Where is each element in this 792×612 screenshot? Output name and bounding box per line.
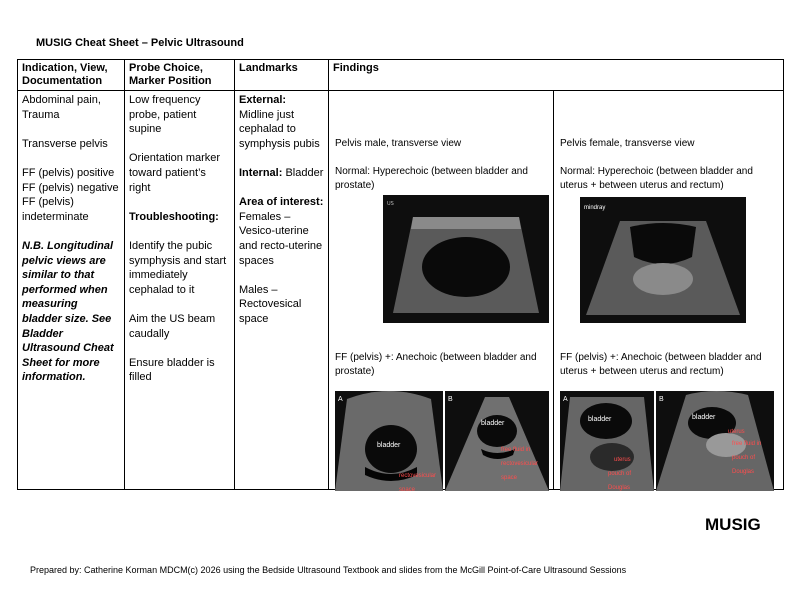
indication-text: Abdominal pain, Trauma — [22, 94, 101, 121]
male-image-b-bladder-label: bladder — [481, 420, 505, 427]
male-positive-image-a — [335, 391, 443, 491]
documentation-negative: FF (pelvis) negative — [22, 181, 119, 194]
female-image-a-bladder-label: bladder — [588, 416, 612, 423]
male-positive-text: FF (pelvis) +: Anechoic (between bladder and prostate) — [335, 352, 537, 377]
female-image-a-pouch-label: pouch of Douglas — [608, 471, 632, 491]
female-image-b-fluid-label: free fluid in pouch of Douglas — [732, 441, 762, 475]
females-text: Females – Vesico-uterine and recto-uterine spaces — [239, 210, 323, 267]
header-row — [18, 60, 784, 91]
cheat-sheet-table — [17, 59, 784, 490]
male-image-a-space-label: rectovesicular space — [399, 473, 437, 491]
findings-cell — [329, 91, 784, 490]
indication-cell — [18, 91, 125, 490]
header-landmarks: Landmarks — [235, 60, 329, 91]
landmarks-cell — [235, 91, 329, 490]
probe-cell — [125, 91, 235, 490]
female-positive-image-a — [560, 391, 654, 491]
svg-text:US: US — [387, 201, 394, 207]
documentation-positive: FF (pelvis) positive — [22, 166, 115, 179]
male-heading: Pelvis male, transverse view — [335, 138, 462, 149]
female-image-a-label: A — [563, 396, 568, 403]
area-of-interest-heading: Area of interest: — [239, 196, 324, 209]
findings-male — [329, 91, 554, 489]
musig-logo: MUSIG — [705, 515, 761, 534]
orientation-text: Orientation marker toward patient’s right — [129, 152, 221, 194]
female-image-b-label: B — [659, 396, 664, 403]
view-text: Transverse pelvis — [22, 137, 108, 150]
male-image-b-label: B — [448, 396, 453, 403]
documentation-indeterminate: FF (pelvis) indeterminate — [22, 196, 89, 223]
probe-text: Low frequency probe, patient supine — [129, 94, 201, 136]
female-positive-image-b — [656, 391, 774, 491]
males-text: Males – Rectovesical space — [239, 283, 302, 325]
troubleshooting-tip-2: Aim the US beam caudally — [129, 312, 216, 340]
male-image-a-label: A — [338, 396, 343, 403]
female-image-b-bladder-label: bladder — [692, 414, 716, 421]
male-image-b-fluid-label: free fluid in rectovesicular space — [501, 447, 539, 481]
troubleshooting-heading: Troubleshooting: — [129, 210, 219, 223]
female-normal-ultrasound-image — [580, 197, 746, 323]
footer-credit: Prepared by: Catherine Korman MDCM(c) 2026 using the Bedside Ultrasound Textbook and slides from the McGill Point-of-Care Ultrasound Sessions — [30, 565, 627, 575]
content-row — [18, 91, 784, 490]
header-indication: Indication, View, Documentation — [18, 60, 125, 91]
female-image-a-uterus-label: uterus — [614, 457, 631, 463]
female-image-brand-label: mindray — [584, 205, 606, 211]
external-text: Midline just cephalad to symphysis pubis — [239, 108, 320, 150]
female-image-b-uterus-label: uterus — [728, 429, 745, 435]
internal-text: Bladder — [285, 166, 324, 179]
external-heading: External: — [239, 94, 287, 106]
male-normal-ultrasound-image — [383, 195, 549, 323]
longitudinal-note: N.B. Longitudinal pelvic views are similar to that performed when measuring bladder size. See Bladder Ultrasound Cheat Sheet for more information. — [22, 239, 114, 384]
male-positive-image-b — [445, 391, 549, 491]
header-findings: Findings — [329, 60, 784, 91]
male-image-a-bladder-label: bladder — [377, 442, 401, 449]
findings-female — [554, 91, 778, 489]
male-normal-text: Normal: Hyperechoic (between bladder and prostate) — [335, 166, 528, 191]
troubleshooting-tip-3: Ensure bladder is filled — [129, 356, 215, 384]
female-normal-text: Normal: Hyperechoic (between bladder and uterus + between uterus and rectum) — [560, 166, 753, 191]
internal-heading: Internal: — [239, 166, 283, 179]
female-positive-text: FF (pelvis) +: Anechoic (between bladder and uterus + between uterus and rectum) — [560, 352, 762, 377]
page-title: MUSIG Cheat Sheet – Pelvic Ultrasound — [36, 37, 244, 49]
female-heading: Pelvis female, transverse view — [560, 138, 695, 149]
header-probe: Probe Choice, Marker Position — [125, 60, 235, 91]
troubleshooting-tip-1: Identify the pubic symphysis and start immediately cephalad to it — [129, 239, 227, 296]
